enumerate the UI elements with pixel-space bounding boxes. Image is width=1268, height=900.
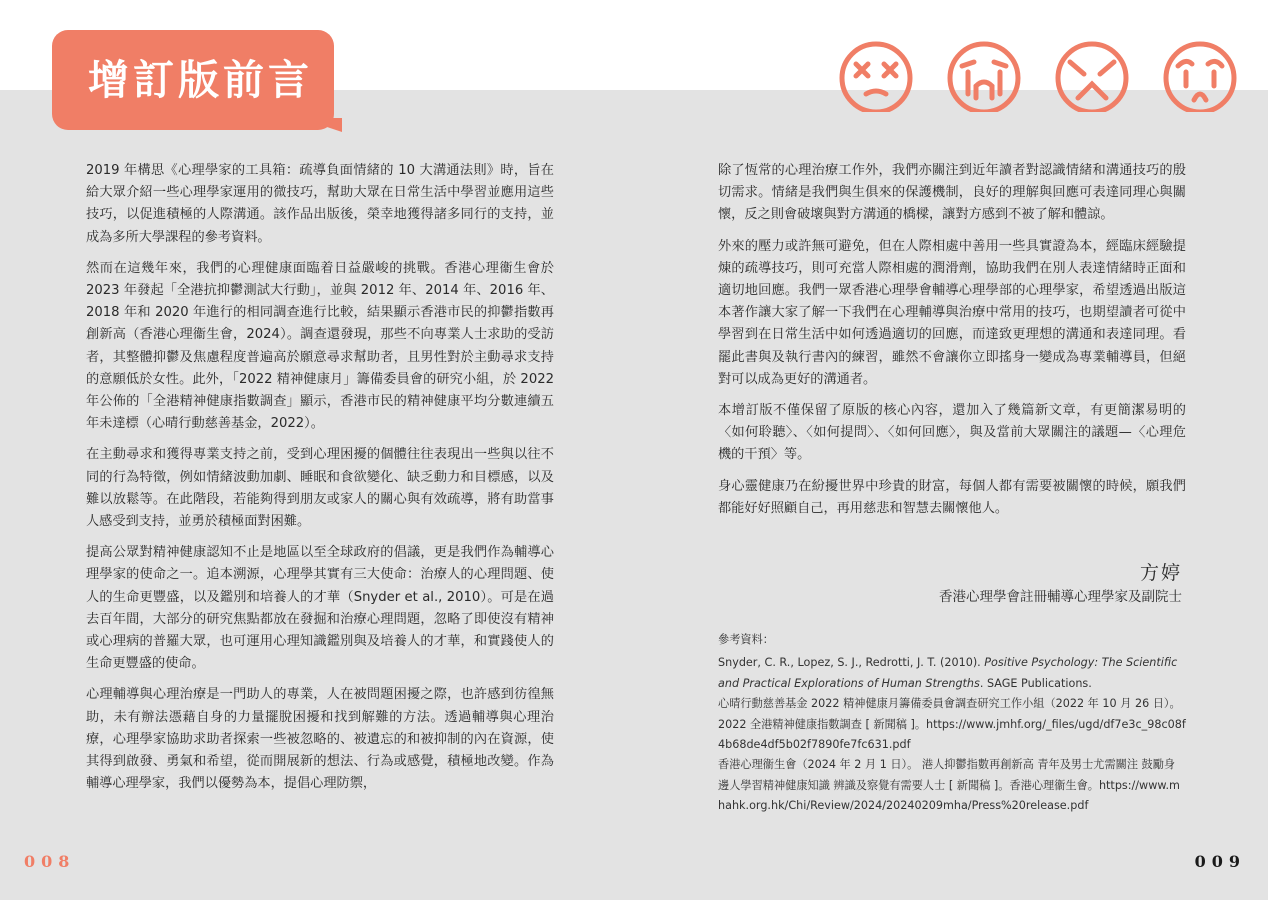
references — [718, 630, 1186, 817]
paragraph: 然而在這幾年來，我們的心理健康面臨着日益嚴峻的挑戰。香港心理衞生會於 2023 年發起「全港抗抑鬱測試大行動」，並與 2012 年、2014 年、2016 年、2018 年和 2020 年進行的相同調查進行比較，結果顯示香港市民的抑鬱指數再創新高（香港心理衞生會，2024）。調查還發現，那些不向專業人士求助的受訪者，其整體抑鬱及焦慮程度普遍高於願意尋求幫助者，且男性對於主動尋求支持的意願低於女性。此外，「2022 精神健康月」籌備委員會的研究小組，於 2022 年公佈的「全港精神健康指數調查」顯示，香港市民的精神健康平均分數連續五年未達標（心晴行動慈善基金，2022）。 — [86, 260, 554, 432]
paragraph: 在主動尋求和獲得專業支持之前，受到心理困擾的個體往往表現出一些與以往不同的行為特徵，例如情緒波動加劇、睡眠和食欲變化、缺乏動力和目標感，以及難以放鬆等。在此階段，若能夠得到朋友或家人的關心與有效疏導，將有助當事人感受到支持，並勇於積極面對困難。 — [86, 447, 554, 530]
reference-item — [718, 653, 1186, 694]
reference-item: 心晴行動慈善基金 2022 精神健康月籌備委員會調查研究工作小組（2022 年 10 月 26 日）。 2022 全港精神健康指數調查 [ 新聞稿 ]。https://www.jmhf.org/_files/ugd/df7e3c_98c08f4b68de4df5b02f7890fe7fc631.pdf — [718, 697, 1186, 752]
references-heading: 參考資料： — [718, 633, 774, 646]
page-number-right: 009 — [1194, 852, 1246, 871]
right-column — [718, 160, 1186, 529]
author-title: 香港心理學會註冊輔導心理學家及副院士 — [939, 589, 1182, 605]
paragraph: 本增訂版不僅保留了原版的核心內容，還加入了幾篇新文章，有更簡潔易明的〈如何聆聽〉、〈如何提問〉、〈如何回應〉，與及當前大眾關注的議題—〈心理危機的干預〉等。 — [718, 403, 1186, 463]
paragraph: 除了恆常的心理治療工作外，我們亦關注到近年讀者對認識情緒和溝通技巧的殷切需求。情緒是我們與生俱來的保護機制，良好的理解與回應可表達同理心與關懷，反之則會破壞與對方溝通的橋樑，讓對方感到不被了解和體諒。 — [718, 163, 1186, 223]
dizzy-face-icon — [836, 40, 916, 112]
paragraph: 提高公眾對精神健康認知不止是地區以至全球政府的倡議，更是我們作為輔導心理學家的使命之一。追本溯源，心理學其實有三大使命：治療人的心理問題、使人的生命更豐盛，以及鑑別和培養人的才華（Snyder et al., 2010）。可是在過去百年間，大部分的研究焦點都放在發掘和治療心理問題，忽略了即使沒有精神或心理病的普羅大眾，也可運用心理知識鑑別與及培養人的才華，和實踐使人的生命更豐盛的使命。 — [86, 545, 554, 672]
title-bubble-tail — [300, 118, 342, 132]
reference-authors: Snyder, C. R., Lopez, S. J., Redrotti, J. T. (2010). — [718, 656, 985, 670]
signature — [939, 560, 1182, 608]
reference-item: 香港心理衞生會（2024 年 2 月 1 日）。 港人抑鬱指數再創新高 青年及男士尤需關注 鼓勵身邊人學習精神健康知識 辨識及察覺有需要人士 [ 新聞稿 ]。香港心理衞生會。https://www.mhahk.org.hk/Chi/Review/2024/20240209mha/Press%20release.pdf — [718, 758, 1180, 813]
page-number-left: 008 — [24, 852, 76, 871]
reference-publisher: . SAGE Publications. — [979, 676, 1092, 690]
reference-book-title: Positive Psychology: The Scientific and Practical Explorations of Human Strengths — [718, 656, 1178, 690]
emotion-faces — [836, 40, 1240, 110]
author-name: 方婷 — [1139, 562, 1182, 584]
page-title: 增訂版前言 — [88, 56, 313, 104]
paragraph: 2019 年構思《心理學家的工具箱：疏導負面情緒的 10 大溝通法則》時，旨在給大眾介紹一些心理學家運用的微技巧，幫助大眾在日常生活中學習並應用這些技巧，以促進積極的人際溝通。該作品出版後，榮幸地獲得諸多同行的支持，並成為多所大學課程的參考資料。 — [86, 163, 554, 245]
left-column — [86, 160, 554, 804]
worried-face-icon — [1160, 40, 1240, 112]
crying-face-icon — [944, 40, 1024, 112]
paragraph: 身心靈健康乃在紛擾世界中珍貴的財富，每個人都有需要被關懷的時候，願我們都能好好照顧自己，再用慈悲和智慧去關懷他人。 — [718, 478, 1186, 516]
angry-face-icon — [1052, 40, 1132, 112]
paragraph: 外來的壓力或許無可避免，但在人際相處中善用一些具實證為本，經臨床經驗提煉的疏導技巧，則可充當人際相處的潤滑劑，協助我們在別人表達情緒時正面和適切地回應。我們一眾香港心理學會輔導心理學部的心理學家，希望透過出版這本著作讓大家了解一下我們在心理輔導與治療中常用的技巧，也期望讀者可從中學習到在日常生活中如何透過適切的回應，而達致更理想的溝通和表達同理。看罷此書與及執行書內的練習，雖然不會讓你立即搖身一變成為專業輔導員，但絕對可以成為更好的溝通者。 — [718, 238, 1186, 387]
paragraph: 心理輔導與心理治療是一門助人的專業，人在被問題困擾之際，也許感到彷徨無助，未有辦法憑藉自身的力量擺脫困擾和找到解難的方法。透過輔導與心理治療，心理學家協助求助者探索一些被忽略的、被遺忘的和被抑制的內在資源，使其得到啟發、勇氣和希望，從而開展新的想法、行為或感覺，積極地改變。作為輔導心理學家，我們以優勢為本，提倡心理防禦， — [86, 687, 554, 792]
